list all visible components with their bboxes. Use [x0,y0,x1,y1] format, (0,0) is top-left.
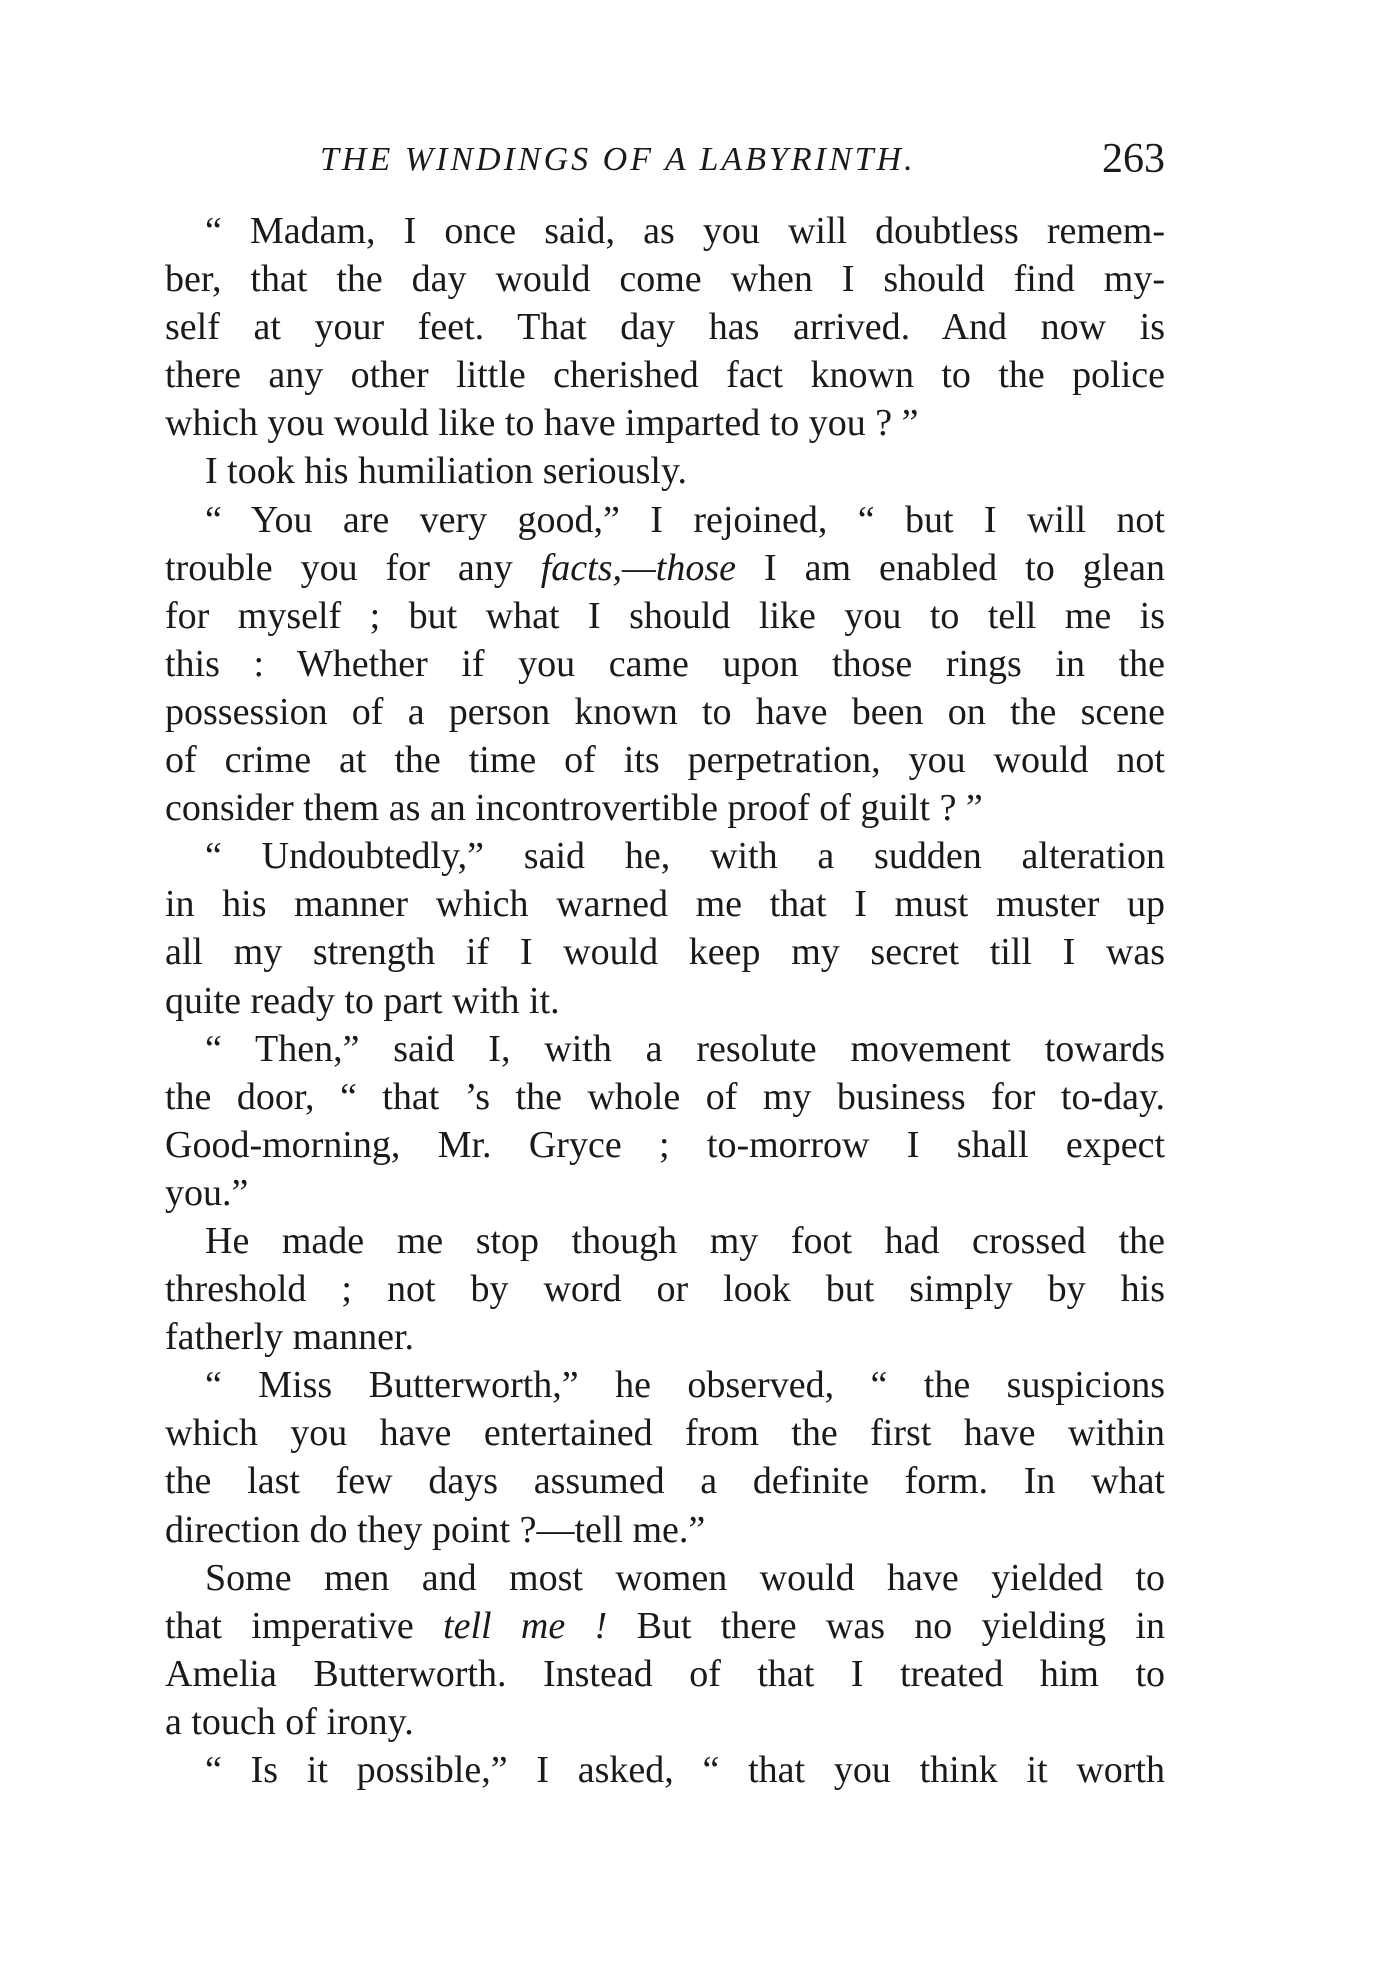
text-run: “ Madam, I once said, as you will doubtless remem- [205,210,1165,252]
italic-text: tell me ! [443,1604,608,1647]
text-line [165,399,1165,447]
text-line [165,496,1165,544]
text-run: quite ready to part with it. [165,979,560,1022]
text-run: ber, that the day would come when I should find my- [165,258,1165,301]
text-run: direction do they point ?—tell me.” [165,1508,706,1551]
text-run: in his manner which warned me that I must muster up [165,883,1165,926]
text-run: “ Miss Butterworth,” he observed, “ the suspicions [205,1364,1165,1407]
text-run: possession of a person known to have been on the scene [165,690,1165,733]
text-line [165,544,1165,592]
text-line [165,1025,1165,1073]
text-run: the last few days assumed a definite form. In what [165,1460,1165,1503]
body-text [165,207,1165,1794]
text-line [165,736,1165,784]
text-line [165,1650,1165,1698]
text-run: this : Whether if you came upon those rings in the [165,642,1165,685]
text-run: “ You are very good,” I rejoined, “ but I will not [205,498,1165,541]
text-line [165,928,1165,976]
text-run: consider them as an incontrovertible proof of guilt ? ” [165,787,983,830]
text-line [165,1073,1165,1121]
text-run: self at your feet. That day has arrived. And now is [165,306,1165,349]
text-line [165,832,1165,880]
text-line [165,977,1165,1025]
text-line [165,1746,1165,1794]
text-run: fatherly manner. [165,1316,415,1359]
text-run: Some men and most women would have yielded to [205,1556,1165,1599]
text-run: “ Undoubtedly,” said he, with a sudden alteration [205,835,1165,878]
text-run: you.” [165,1171,249,1214]
running-title: THE WINDINGS OF A LABYRINTH. [320,141,916,178]
page-header [165,135,1165,195]
text-run: threshold ; not by word or look but simply by his [165,1268,1165,1311]
text-run: “ Is it possible,” I asked, “ that you think it worth [205,1749,1165,1791]
text-run: I took his humiliation seriously. [205,450,688,493]
text-line [165,1409,1165,1457]
text-line [165,1121,1165,1169]
text-line [165,1602,1165,1650]
text-line [165,207,1165,255]
text-line [165,880,1165,928]
text-run: a touch of irony. [165,1700,414,1743]
text-run: Good-morning, Mr. Gryce ; to-morrow I shall expect [165,1123,1165,1166]
text-run: all my strength if I would keep my secret till I was [165,931,1165,974]
text-run: “ Then,” said I, with a resolute movement towards [205,1027,1165,1070]
text-run: which you have entertained from the first have within [165,1412,1165,1455]
text-run: Amelia Butterworth. Instead of that I treated him to [165,1652,1165,1695]
text-run: that imperative [165,1604,444,1647]
text-run: But there was no yielding in [607,1604,1165,1647]
text-line [165,1698,1165,1746]
italic-text: facts,—those [540,546,737,589]
text-line [165,688,1165,736]
text-line [165,1265,1165,1313]
text-line [165,1457,1165,1505]
text-line [165,255,1165,303]
text-line [165,784,1165,832]
text-line [165,1361,1165,1409]
text-run: trouble you for any [165,546,541,589]
text-line [165,351,1165,399]
page-number: 263 [1102,136,1165,182]
text-line [165,447,1165,495]
text-line [165,640,1165,688]
text-run: the door, “ that ’s the whole of my business for to-day. [165,1075,1165,1118]
text-line [165,303,1165,351]
text-run: which you would like to have imparted to you ? ” [165,402,919,445]
text-line [165,1217,1165,1265]
text-line [165,592,1165,640]
text-line [165,1169,1165,1217]
text-line [165,1506,1165,1554]
text-run: for myself ; but what I should like you to tell me is [165,594,1165,637]
text-line [165,1313,1165,1361]
text-line [165,1554,1165,1602]
text-run: of crime at the time of its perpetration, you would not [165,739,1165,782]
text-run: I am enabled to glean [736,546,1165,589]
text-run: He made me stop though my foot had crossed the [205,1219,1165,1262]
text-run: there any other little cherished fact known to the police [165,354,1165,397]
